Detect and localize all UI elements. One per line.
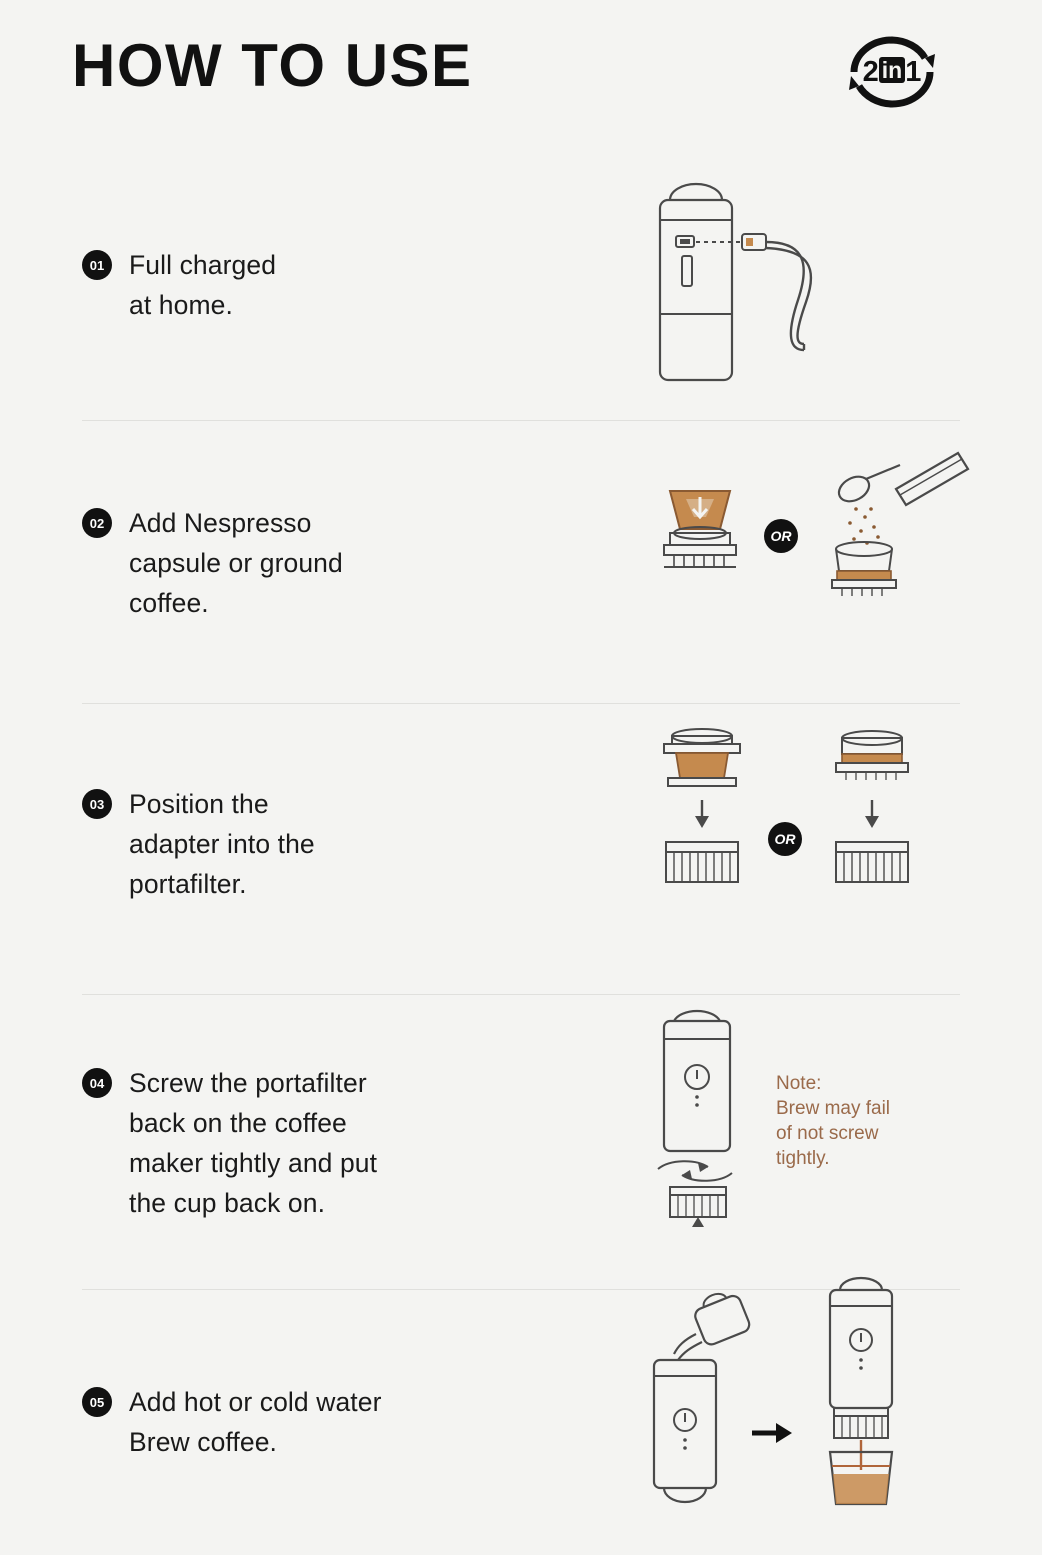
- step-01-text-block: [0, 150, 640, 325]
- step-02-line-3: coffee.: [129, 588, 209, 618]
- step-02-text: [129, 503, 343, 623]
- step-04-line-1: Screw the portafilter: [129, 1068, 367, 1098]
- step-05-text-block: [0, 1290, 640, 1462]
- step-04-line-4: the cup back on.: [129, 1188, 326, 1218]
- step-03-line-1: Position the: [129, 789, 269, 819]
- step-05-text: [129, 1382, 382, 1462]
- note-title: Note:: [776, 1073, 822, 1094]
- step-03-text: [129, 784, 315, 904]
- step-01-text: [129, 245, 276, 325]
- badge-suffix: 1: [905, 56, 922, 88]
- step-03-or-badge: OR: [768, 822, 802, 856]
- step-05: [0, 1290, 1042, 1555]
- badge-prefix: 2: [862, 56, 879, 88]
- note-line-2: of not screw: [776, 1123, 879, 1144]
- steps-list: [0, 150, 1042, 1555]
- step-02-number: 02: [82, 508, 112, 538]
- page-header: [0, 0, 1042, 150]
- page-title: HOW TO USE: [72, 32, 473, 99]
- step-03-line-3: portafilter.: [129, 869, 247, 899]
- step-03-number: 03: [82, 789, 112, 819]
- badge-middle: in: [879, 57, 905, 83]
- step-03: [0, 704, 1042, 994]
- step-03-line-2: adapter into the: [129, 829, 315, 859]
- step-02-line-1: Add Nespresso: [129, 508, 312, 538]
- step-05-number: 05: [82, 1387, 112, 1417]
- 2in1-badge: [832, 22, 952, 122]
- note-line-1: Brew may fail: [776, 1098, 891, 1119]
- step-01-line-1: Full charged: [129, 250, 277, 280]
- step-04-text-block: [0, 995, 640, 1223]
- step-02-line-2: capsule or ground: [129, 548, 343, 578]
- step-02-text-block: [0, 421, 640, 623]
- step-01-number: 01: [82, 250, 112, 280]
- step-04: [0, 995, 1042, 1289]
- step-04-text: [129, 1063, 377, 1223]
- step-03-text-block: [0, 704, 640, 904]
- step-04-note: [776, 1071, 890, 1171]
- step-02-or-badge: OR: [764, 519, 798, 553]
- 2in1-badge-label: [832, 56, 952, 89]
- step-05-line-2: Brew coffee.: [129, 1427, 278, 1457]
- step-04-line-2: back on the coffee: [129, 1108, 347, 1138]
- note-line-3: tightly.: [776, 1148, 830, 1169]
- step-01: [0, 150, 1042, 420]
- step-01-line-2: at home.: [129, 290, 233, 320]
- step-04-line-3: maker tightly and put: [129, 1148, 378, 1178]
- step-02: [0, 421, 1042, 703]
- step-05-line-1: Add hot or cold water: [129, 1387, 382, 1417]
- step-04-number: 04: [82, 1068, 112, 1098]
